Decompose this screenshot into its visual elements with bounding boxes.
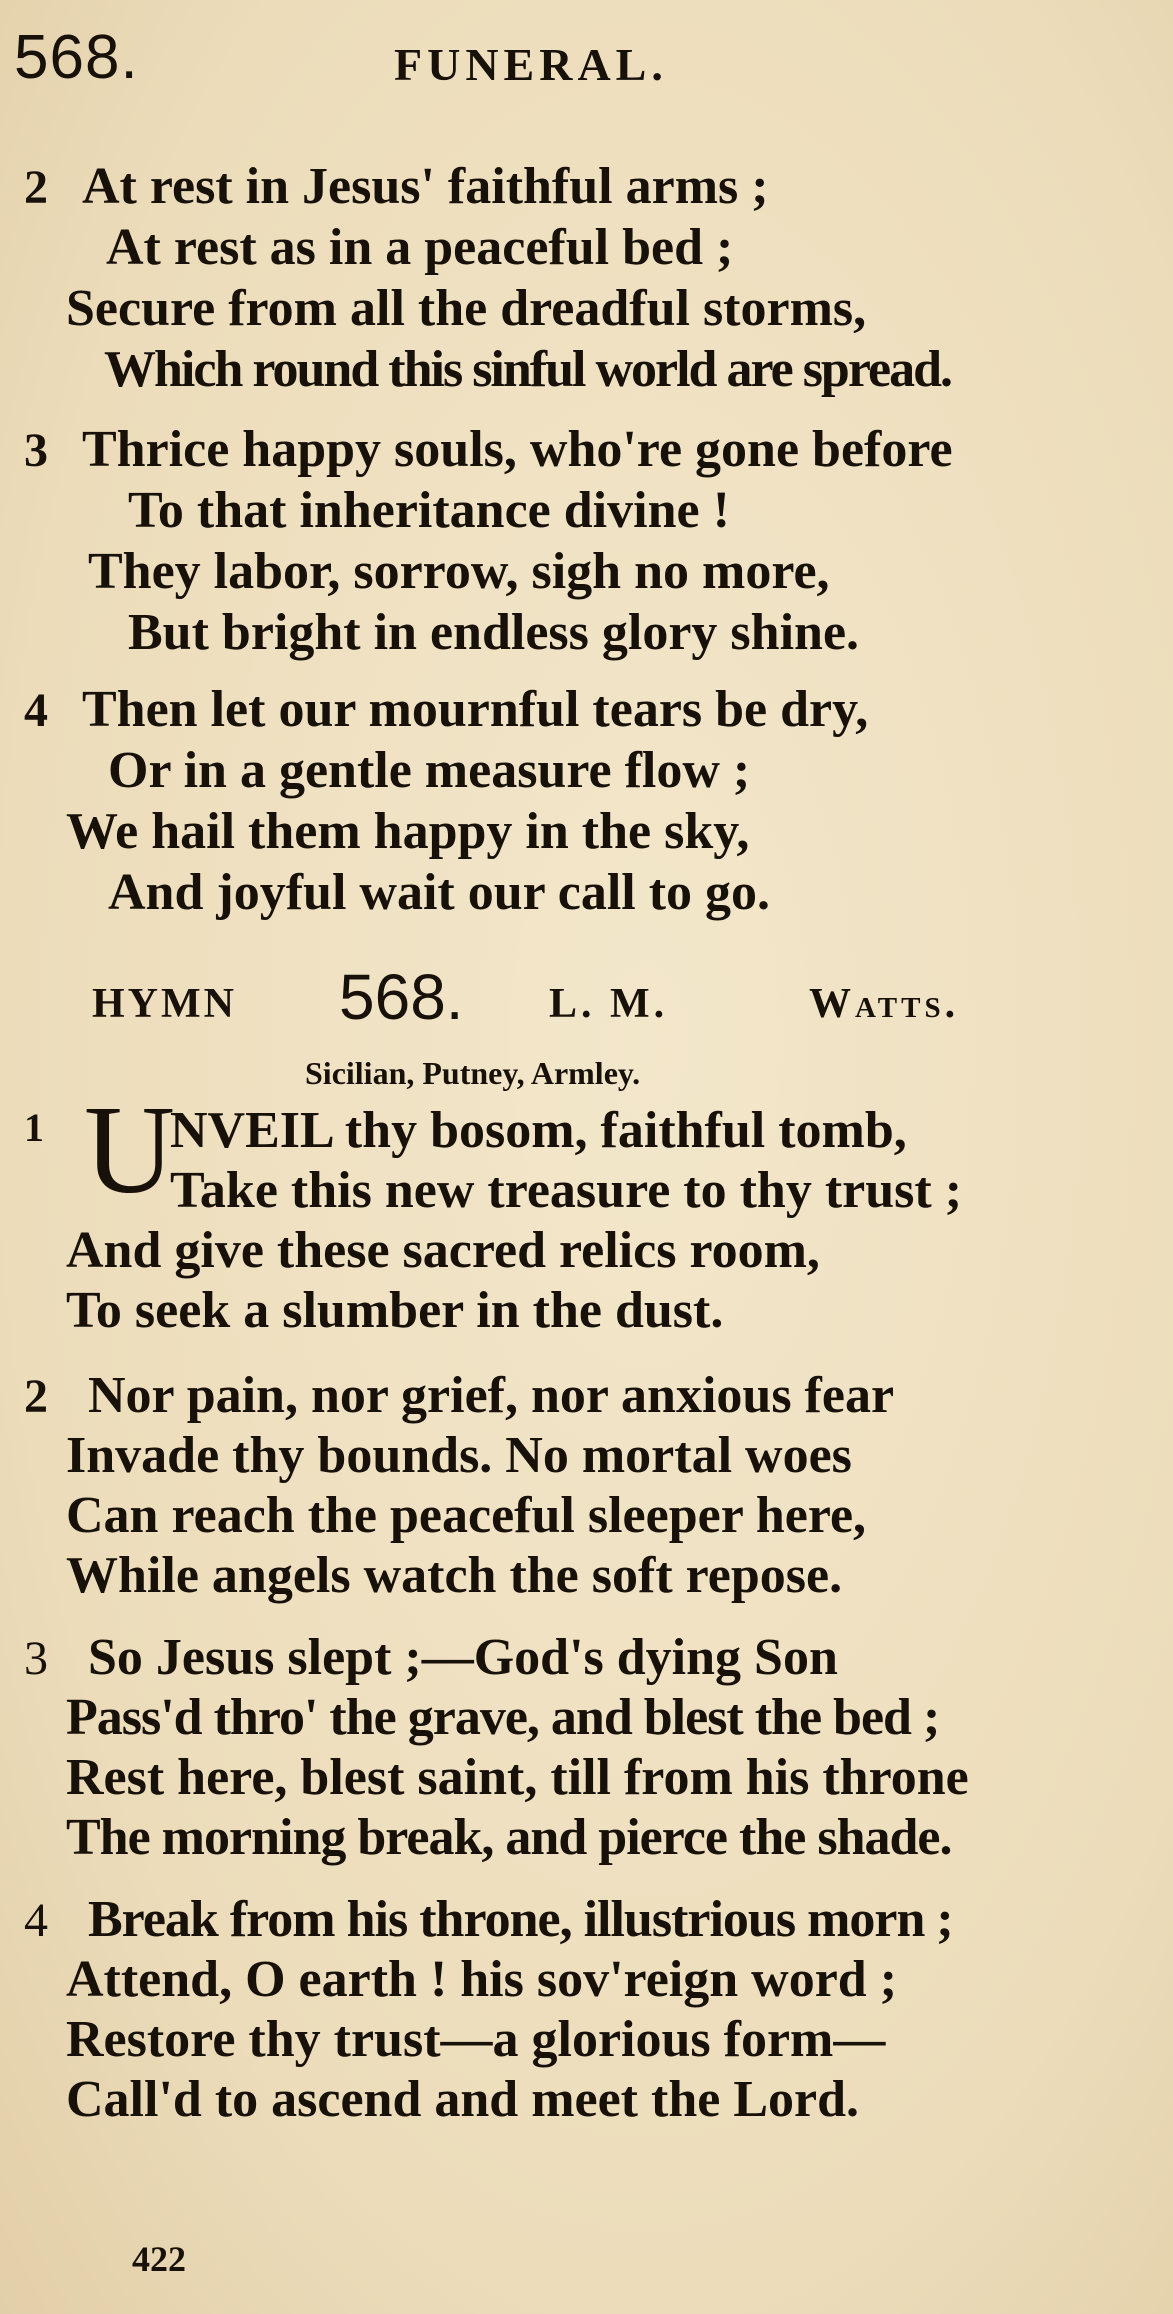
stanza-number: 2	[24, 161, 48, 214]
page-header	[10, 22, 770, 102]
verse-line: To seek a slumber in the dust.	[66, 1282, 724, 1339]
verse-line: The morning break, and pierce the shade.	[66, 1809, 952, 1866]
hymn-meter: L. M.	[549, 981, 669, 1027]
verse-line: Pass'd thro' the grave, and blest the bed ;	[66, 1689, 940, 1746]
drop-cap: U	[84, 1081, 175, 1220]
hymn-number: 568.	[339, 961, 464, 1033]
verse-line: While angels watch the soft repose.	[66, 1547, 843, 1604]
verse-line: Take this new treasure to thy trust ;	[170, 1162, 963, 1219]
stanza-number: 3	[24, 424, 48, 477]
verse-line: Nor pain, nor grief, nor anxious fear	[88, 1367, 895, 1424]
tune-names: Sicilian, Putney, Armley.	[305, 1055, 641, 1091]
hymn-label: HYMN	[92, 981, 237, 1027]
verse-line: Attend, O earth ! his sov'reign word ;	[66, 1951, 898, 2008]
stanza-number: 2	[24, 1370, 48, 1423]
stanza-number: 4	[24, 1894, 48, 1947]
verse-line: Rest here, blest saint, till from his throne	[66, 1749, 969, 1806]
verse-line: Which round this sinful world are spread.	[104, 341, 951, 398]
verse-line: And joyful wait our call to go.	[108, 864, 771, 921]
verse-line: Then let our mournful tears be dry,	[82, 681, 869, 738]
verse-line: At rest in Jesus' faithful arms ;	[82, 158, 769, 215]
hymn-heading	[92, 960, 1052, 1040]
verse-line: NVEIL thy bosom, faithful tomb,	[170, 1102, 907, 1159]
verse-line: To that inheritance divine !	[128, 482, 730, 539]
verse-line: Call'd to ascend and meet the Lord.	[66, 2071, 859, 2128]
verse-line: But bright in endless glory shine.	[128, 604, 860, 661]
verse-line: Break from his throne, illustrious morn ;	[88, 1891, 953, 1948]
verse-line: Or in a gentle measure flow ;	[108, 742, 751, 799]
verse-line: Thrice happy souls, who're gone before	[82, 421, 953, 478]
verse-line: At rest as in a peaceful bed ;	[106, 219, 734, 276]
verse-line: And give these sacred relics room,	[66, 1222, 820, 1279]
verse-line: Secure from all the dreadful storms,	[66, 280, 867, 337]
verse-line: Can reach the peaceful sleeper here,	[66, 1487, 867, 1544]
stanza-number: 4	[24, 684, 48, 737]
verse-line: They labor, sorrow, sigh no more,	[88, 543, 830, 600]
verse-line: Invade thy bounds. No mortal woes	[66, 1427, 852, 1484]
stanza-number: 1	[24, 1105, 44, 1150]
hymn-author: Watts.	[809, 981, 960, 1027]
page-number: 568.	[14, 23, 139, 92]
verse-line: Restore thy trust—a glorious form—	[66, 2011, 886, 2068]
verse-line: We hail them happy in the sky,	[66, 803, 750, 860]
verse-line: So Jesus slept ;—God's dying Son	[88, 1629, 838, 1686]
running-head: FUNERAL.	[394, 39, 668, 90]
signature-mark: 422	[132, 2239, 186, 2279]
stanza-number: 3	[24, 1632, 48, 1685]
